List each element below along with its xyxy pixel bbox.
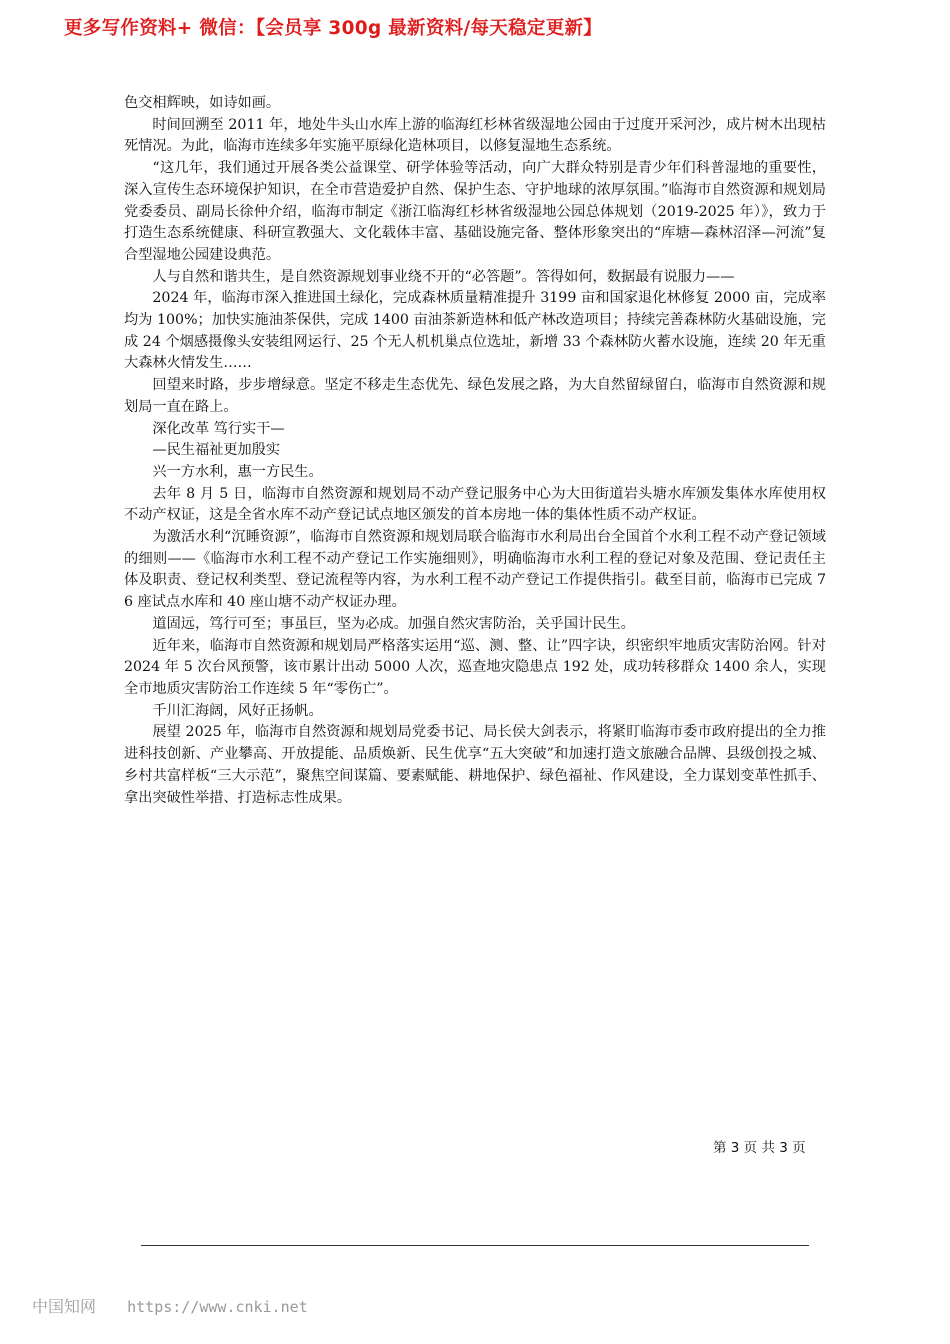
watermark-name: 中国知网 <box>32 1297 97 1316</box>
promo-header: 更多写作资料+ 微信：【会员享 300g 最新资料/每天稳定更新】 <box>64 18 603 39</box>
section-subheading: —民生福祉更加殷实 <box>152 442 281 459</box>
footer-divider <box>141 1245 809 1246</box>
article-paragraph: 近年来，临海市自然资源和规划局严格落实运用“巡、测、整、让”四字诀，织密织牢地质灾害防治网。针对 2024 年 5 次台风预警，该市累计出动 5000 人次，巡查地灾隐患点 192 处，成功转移群众 1400 余人，实现全市地质灾害防治工作连续 5 年“零伤亡”。 <box>124 637 826 697</box>
cnki-watermark <box>32 1294 308 1317</box>
article-paragraph: 兴一方水利，惠一方民生。 <box>152 463 323 480</box>
article-paragraph: 2024 年，临海市深入推进国土绿化，完成森林质量精准提升 3199 亩和国家退化林修复 2000 亩，完成率均为 100%；加快实施油茶保供，完成 1400 亩油茶新造林和低产林改造项目；持续完善森林防火基础设施，完成 24 个烟感摄像头安装组网运行、25 个无人机机巢点位选址，新增 33 个森林防火蓄水设施，连续 20 年无重大森林火情发生…… <box>124 290 826 372</box>
article-paragraph: 为激活水利“沉睡资源”，临海市自然资源和规划局联合临海市水利局出台全国首个水利工程不动产登记领域的细则——《临海市水利工程不动产登记工作实施细则》，明确临海市水利工程的登记对象及范围、登记责任主体及职责、登记权利类型、登记流程等内容，为水利工程不动产登记工作提供指引。截至目前，临海市已完成 76 座试点水库和 40 座山塘不动产权证办理。 <box>124 529 826 611</box>
article-body <box>124 93 826 809</box>
page-number: 第 3 页 共 3 页 <box>713 1140 806 1156</box>
article-paragraph: 回望来时路，步步增绿意。坚定不移走生态优先、绿色发展之路，为大自然留绿留白，临海市自然资源和规划局一直在路上。 <box>124 377 826 415</box>
article-paragraph: 千川汇海阔，风好正扬帆。 <box>152 702 323 719</box>
watermark-url: https://www.cnki.net <box>127 1298 308 1316</box>
article-paragraph: 时间回溯至 2011 年，地处牛头山水库上游的临海红杉林省级湿地公园由于过度开采河沙，成片树木出现枯死情况。为此，临海市连续多年实施平原绿化造林项目，以修复湿地生态系统。 <box>124 116 826 155</box>
article-paragraph: 展望 2025 年，临海市自然资源和规划局党委书记、局长侯大剑表示，将紧盯临海市委市政府提出的全力推进科技创新、产业攀高、开放提能、品质焕新、民生优享“五大突破”和加速打造文旅融合品牌、县级创投之城、乡村共富样板“三大示范”，聚焦空间谋篇、要素赋能、耕地保护、绿色福祉、作风建设，全力谋划变革性抓手、拿出突破性举措、打造标志性成果。 <box>124 724 826 806</box>
article-paragraph: 去年 8 月 5 日，临海市自然资源和规划局不动产登记服务中心为大田街道岩头塘水库颁发集体水库使用权不动产权证，这是全省水库不动产登记试点地区颁发的首本房地一体的集体性质不动产权证。 <box>124 485 826 524</box>
section-heading: 深化改革 笃行实干— <box>152 420 285 437</box>
article-paragraph: 道固远，笃行可至；事虽巨，坚为必成。加强自然灾害防治，关乎国计民生。 <box>152 615 635 632</box>
article-paragraph: 人与自然和谐共生，是自然资源规划事业绕不开的“必答题”。答得如何，数据最有说服力—— <box>152 268 735 285</box>
article-paragraph: 色交相辉映，如诗如画。 <box>124 95 281 111</box>
article-paragraph: “这几年，我们通过开展各类公益课堂、研学体验等活动，向广大群众特别是青少年们科普湿地的重要性，深入宣传生态环境保护知识，在全市营造爱护自然、保护生态、守护地球的浓厚氛围。”临海市自然资源和规划局党委委员、副局长徐仲介绍，临海市制定《浙江临海红杉林省级湿地公园总体规划（2019-2025 年）》，致力于打造生态系统健康、科研宣教强大、文化载体丰富、基础设施完备、整体形象突出的“库塘—森林沼泽—河流”复合型湿地公园建设典范。 <box>124 160 826 263</box>
